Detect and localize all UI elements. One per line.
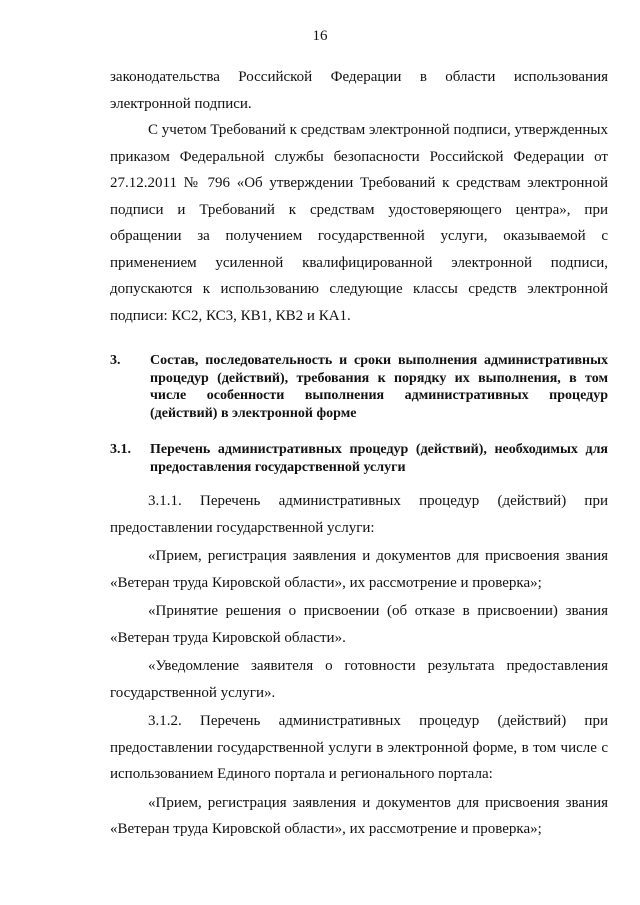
list-item: «Прием, регистрация заявления и документов для присвоения звания «Ветеран труда Кировской области», их рассмотрение и проверка»; <box>110 548 608 591</box>
section-title: Перечень административных процедур (действий), необходимых для предоставления государственной услуги <box>150 442 608 475</box>
section-number: 3.1. <box>110 442 131 457</box>
page-number: 16 <box>312 28 328 44</box>
paragraph-continuation: законодательства Российской Федерации в области использования электронной подписи. <box>110 69 608 112</box>
section-heading-3-1 <box>110 441 608 476</box>
list-item: «Принятие решения о присвоении (об отказе в присвоении) звания «Ветеран труда Кировской области». <box>110 603 608 646</box>
section-title: Состав, последовательность и сроки выполнения административных процедур (действий), требования к порядку их выполнения, в том числе особенности выполнения административных процедур (действий) в электронной форме <box>150 353 608 421</box>
section-number: 3. <box>110 353 121 368</box>
paragraph-3-1-2: 3.1.2. Перечень административных процедур (действий) при предоставлении государственной услуги в электронной форме, в том числе с использованием Единого портала и регионального портала: <box>110 713 608 782</box>
list-item: «Уведомление заявителя о готовности результата предоставления государственной услуги». <box>110 658 608 701</box>
document-body <box>110 64 608 843</box>
paragraph-3-1-1: 3.1.1. Перечень административных процедур (действий) при предоставлении государственной услуги: <box>110 493 608 536</box>
list-item: «Прием, регистрация заявления и документов для присвоения звания «Ветеран труда Кировской области», их рассмотрение и проверка»; <box>110 794 608 837</box>
paragraph-signature-requirements: С учетом Требований к средствам электронной подписи, утвержденных приказом Федеральной службы безопасности Российской Федерации от 27.12.2011 № 796 «Об утверждении Требований к средствам электронной подписи и Требований к средствам удостоверяющего центра», при обращении за получением государственной услуги, оказываемой с применением усиленной квалифицированной электронной подписи, допускаются к использованию следующие классы средств электронной подписи: КС2, КС3, КВ1, КВ2 и КА1. <box>110 122 608 324</box>
section-heading-3 <box>110 352 608 422</box>
